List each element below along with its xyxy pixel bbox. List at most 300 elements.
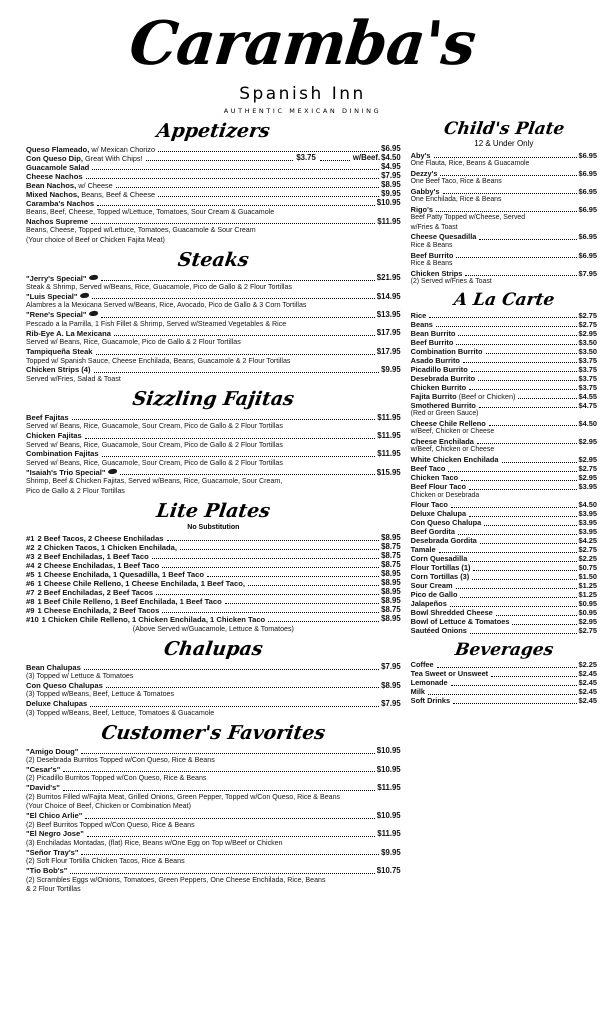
menu-item-number: #8 [26, 596, 35, 606]
menu-item-row [411, 510, 597, 519]
menu-item-row [411, 233, 597, 242]
menu-item-price: $6.95 [578, 150, 597, 160]
menu-item-row [26, 784, 401, 793]
menu-item-name-qualifier: w/ Cheese [76, 180, 113, 190]
menu-item-row [411, 383, 597, 392]
menu-item-name-text: Cheese Chile Relleno [410, 418, 486, 428]
menu-item-name-text: Jalapeños [410, 599, 447, 609]
menu-item-name [26, 330, 111, 339]
menu-item-price: $9.95 [381, 847, 401, 857]
menu-item-description: Pico de Gallo & 2 Flour Tortillas [26, 486, 125, 495]
menu-item-name [411, 188, 440, 196]
leader-dots [436, 205, 577, 212]
menu-item-price: $8.75 [381, 542, 401, 552]
leader-dots [470, 555, 576, 562]
leader-dots [473, 564, 576, 571]
menu-item-name-text: "El Chico Arlie" [26, 811, 83, 821]
menu-item-name-text: 1 Cheese Enchilada, 2 Beef Tacos [37, 605, 160, 615]
menu-item-description: (2) Scrambles Eggs w/Onions, Tomatoes, Green Peppers, One Cheese Enchilada, Rice, Beans [26, 875, 326, 884]
menu-item-row [411, 465, 597, 474]
restaurant-subtitle: Spanish Inn [239, 84, 366, 104]
leader-dots [496, 609, 577, 616]
leader-dots [461, 474, 576, 481]
menu-item-name-text: Corn Quesadilla [410, 554, 468, 564]
menu-item-row [26, 681, 401, 690]
menu-item-name [411, 170, 438, 178]
menu-item-name-text: 2 Beef Enchiladas, 1 Beef Taco [37, 551, 149, 561]
leader-dots [101, 274, 375, 281]
menu-item-name-text: Desebrada Gordita [410, 536, 477, 546]
menu-item-row [411, 555, 597, 564]
menu-item-name-text: Chicken Taco [410, 473, 459, 483]
menu-item-name [26, 200, 94, 209]
menu-item-number: #10 [26, 614, 39, 624]
menu-item-price: $8.95 [381, 614, 401, 624]
menu-item-row [411, 528, 597, 537]
menu-item-price: $2.95 [578, 473, 597, 483]
menu-item-description: Served w/Fries, Salad & Toast [26, 374, 121, 383]
menu-item-name-text: Tea Sweet or Unsweet [410, 669, 489, 679]
menu-item-name-text: Flour Tortillas (1) [410, 563, 471, 573]
leader-dots [320, 154, 350, 161]
leader-dots [102, 450, 376, 457]
menu-item-description: (Your choice of Beef or Chicken Fajita Meat) [26, 235, 165, 244]
menu-item-price: $9.95 [381, 189, 401, 199]
menu-item-row [411, 573, 597, 582]
leader-dots [91, 217, 375, 224]
menu-item-price: $8.95 [381, 533, 401, 543]
leader-dots [439, 546, 577, 553]
leader-dots [451, 679, 577, 686]
menu-item-description: Served w/ Beans, Rice, Guacamole, Sour Cream, Pico de Gallo & 2 Flour Tortillas [26, 440, 283, 449]
leader-dots [512, 618, 576, 625]
menu-item-price: $3.75 [578, 355, 597, 365]
menu-item-row [26, 468, 401, 477]
menu-item-description: Pescado a la Parrilla, 1 Fish Fillet & Shrimp, Served w/Steamed Vegetables & Rice [26, 319, 287, 328]
menu-item-row [26, 329, 401, 338]
menu-item-name [26, 748, 78, 757]
menu-item-description: w/Beef, Chicken or Cheese [410, 446, 495, 454]
menu-item-description: (2) Soft Flour Tortilla Chicken Tacos, Rice & Beans [26, 857, 185, 866]
leader-dots [106, 681, 379, 688]
menu-item-name [26, 849, 78, 858]
leader-dots [428, 688, 576, 695]
menu-item-name-qualifier: (Beef or Chicken) [456, 391, 516, 401]
leader-dots [268, 615, 379, 622]
leader-dots [440, 169, 576, 176]
menu-item-price: $3.75 [578, 373, 597, 383]
leader-dots [84, 663, 379, 670]
menu-item-price: $10.95 [376, 746, 401, 756]
menu-item-name-text: "Jerry's Special" [26, 273, 87, 283]
menu-item-name-text: "Rene's Special" [26, 310, 87, 320]
menu-item-description: (3) Topped w/Beans, Beef, Lettuce, Tomatoes & Guacamole [26, 708, 215, 717]
menu-item-price: $3.75 [578, 382, 597, 392]
leader-dots [465, 269, 576, 276]
menu-item-name [411, 438, 474, 446]
section-heading-sizzling-fajitas: Sizzling Fajitas [131, 388, 296, 411]
menu-item-name-text: "Tio Bob's" [26, 866, 68, 876]
leader-dots [85, 812, 375, 819]
menu-item-row [411, 474, 597, 483]
menu-item-row [411, 311, 597, 320]
menu-item-price: $8.95 [381, 578, 401, 588]
menu-item-name-text: Cheese Enchilada [410, 437, 474, 447]
restaurant-name: Caramba's [126, 9, 479, 79]
menu-item-description: Steak & Shrimp, Served w/Beans, Rice, Guacamole, Pico de Gallo & 2 Flour Tortillas [26, 283, 293, 292]
menu-item-price: $7.95 [578, 268, 597, 278]
menu-item-price: $2.25 [578, 554, 597, 564]
menu-item-price: $0.75 [578, 563, 597, 573]
menu-item-row [26, 867, 401, 876]
section-heading-appetizers: Appetizers [155, 120, 272, 142]
menu-item-price: $2.45 [578, 687, 597, 697]
menu-item-row [411, 519, 597, 528]
menu-item-name-text: Bean Nachos, [26, 180, 77, 190]
menu-item-name-qualifier: Great With Chips! [82, 153, 143, 163]
menu-item-price: $8.75 [381, 551, 401, 561]
leader-dots [90, 700, 379, 707]
menu-item-row [26, 615, 401, 624]
menu-item-secondary-price: $3.75 [296, 153, 316, 163]
menu-item-price: $10.95 [376, 810, 401, 820]
menu-column-right [401, 115, 597, 894]
menu-item-name-text: Deluxe Chalupas [26, 699, 88, 709]
menu-item-name-text: Dezzy's [410, 168, 438, 178]
menu-item-row [26, 217, 401, 226]
menu-item-description: One Enchilada, Rice & Beans [410, 196, 502, 204]
leader-dots [469, 483, 577, 490]
menu-item-row [26, 348, 401, 357]
menu-item-price: $8.75 [381, 560, 401, 570]
menu-item-price: $2.75 [578, 545, 597, 555]
leader-dots [479, 401, 577, 408]
menu-item-price: $2.25 [578, 660, 597, 670]
menu-item-name-text: Guacamole Salad [26, 162, 90, 172]
menu-item-name-text: Beef Burrito [410, 337, 454, 347]
menu-item-row [26, 700, 401, 709]
leader-dots [63, 784, 375, 791]
leader-dots [81, 848, 379, 855]
leader-dots [470, 627, 577, 634]
menu-item-row [411, 591, 597, 600]
menu-item-row [26, 292, 401, 301]
menu-item-name [26, 812, 82, 821]
menu-item-price: $17.95 [376, 346, 401, 356]
menu-item-name-text: Beans [410, 319, 433, 329]
menu-item-number: #7 [26, 587, 35, 597]
menu-item-row [411, 347, 597, 356]
menu-item-row [411, 670, 597, 679]
menu-item-name-text: Con Queso Chalupas [26, 680, 103, 690]
menu-item-name-text: Tampiqueña Steak [26, 347, 93, 357]
leader-dots [114, 329, 375, 336]
section-heading-child-s-plate: Child's Plate [442, 119, 566, 139]
menu-item-name-text: "David's" [26, 783, 60, 793]
menu-item-price: $7.95 [381, 171, 401, 181]
menu-item-name [411, 206, 433, 214]
menu-item-row [411, 501, 597, 510]
menu-item-name [26, 700, 87, 709]
menu-item-name-text: Smothered Burrito [410, 400, 476, 410]
section-subtitle-lite-plates: No Substitution [187, 524, 240, 532]
menu-item-name-text: "Luis Special" [26, 291, 78, 301]
menu-item-description: (2) Served w/Fries & Toast [410, 277, 492, 285]
leader-dots [437, 661, 577, 668]
menu-item-name-text: Bean Chalupas [26, 662, 81, 672]
leader-dots [87, 830, 375, 837]
menu-item-name [411, 270, 463, 278]
menu-item-name-text: 1 Cheese Chile Relleno, 1 Cheese Enchilada, 1 Beef Taco, [37, 578, 245, 588]
menu-item-name [26, 830, 84, 839]
menu-item-price: $8.95 [381, 180, 401, 190]
menu-item-row [411, 618, 597, 627]
menu-item-name-text: 1 Beef Chile Relleno, 1 Beef Enchilada, 1 Beef Taco [37, 596, 222, 606]
menu-item-row [411, 356, 597, 365]
leader-dots [463, 356, 577, 363]
menu-item-name-qualifier: w/ Mexican Chorizo [89, 144, 156, 154]
menu-item-price: $6.95 [578, 232, 597, 242]
menu-item-price: $6.95 [578, 168, 597, 178]
menu-item-row [26, 812, 401, 821]
menu-item-price: $8.95 [381, 680, 401, 690]
menu-item-description: Rice & Beans [410, 241, 453, 249]
section-heading-steaks: Steaks [176, 249, 251, 272]
menu-item-name [411, 152, 431, 160]
menu-item-price: $2.95 [578, 328, 597, 338]
menu-item-name [411, 233, 477, 241]
menu-item-name [411, 252, 454, 260]
menu-item-row [26, 747, 401, 756]
menu-item-row [411, 564, 597, 573]
leader-dots [158, 190, 379, 197]
menu-item-name [411, 483, 466, 491]
leader-dots [86, 172, 380, 179]
menu-item-name-text: White Chicken Enchilada [410, 455, 499, 465]
menu-item-price: $21.95 [376, 273, 401, 283]
menu-item-description: (2) Beef Burritos Topped w/Con Queso, Rice & Beans [26, 820, 195, 829]
leader-dots [162, 606, 379, 613]
menu-item-row [26, 765, 401, 774]
menu-item-name [26, 784, 60, 793]
menu-item-price: $4.25 [578, 536, 597, 546]
menu-item-name-text: Chicken Strips (4) [26, 365, 91, 375]
leader-dots [486, 347, 577, 354]
menu-item-row [411, 320, 597, 329]
section-heading-chalupas: Chalupas [162, 638, 265, 661]
menu-item-number: #3 [26, 551, 35, 561]
menu-item-name-text: Cheese Nachos [26, 171, 83, 181]
menu-item-name-text: Rib-Eye A. La Mexicana [26, 328, 111, 338]
menu-item-number: #9 [26, 605, 35, 615]
leader-dots [70, 867, 374, 874]
menu-item-name [26, 311, 98, 320]
menu-item-description: Rice & Beans [410, 259, 453, 267]
menu-item-price: $15.95 [376, 467, 401, 477]
menu-item-name-text: Caramba's Nachos [26, 198, 95, 208]
menu-item-name-text: Beef Taco [410, 464, 446, 474]
menu-item-price: $4.50 [578, 418, 597, 428]
menu-item-description: (3) Enchiladas Montadas, (flat) Rice, Beans w/One Egg on Top w/Beef or Chicken [26, 838, 283, 847]
leader-dots [94, 366, 380, 373]
menu-item-price: $8.95 [381, 569, 401, 579]
menu-item-price: $8.75 [381, 605, 401, 615]
menu-item-row [411, 483, 597, 492]
menu-item-name [26, 218, 88, 227]
menu-item-name-text: Sour Cream [410, 581, 453, 591]
leader-dots [146, 154, 294, 161]
menu-item-price: $8.95 [381, 596, 401, 606]
menu-item-name-text: Beef Gordita [410, 527, 456, 537]
menu-item-price: $4.55 [578, 391, 597, 401]
menu-item-name-text: 1 Chicken Chile Relleno, 1 Chicken Enchilada, 1 Chicken Taco [41, 614, 266, 624]
leader-dots [472, 573, 576, 580]
menu-item-name-text: 1 Cheese Enchilada, 1 Quesadilla, 1 Beef Taco [37, 569, 205, 579]
menu-item-description: & 2 Flour Tortillas [26, 884, 81, 893]
menu-item-name [26, 348, 93, 357]
menu-item-name [411, 627, 467, 635]
menu-item-price: $11.95 [377, 829, 401, 839]
menu-item-name-text: Con Queso Chalupa [410, 518, 482, 528]
menu-item-name-qualifier: Beans, Beef & Cheese [79, 189, 156, 199]
leader-dots [489, 419, 577, 426]
menu-item-name-text: Chicken Strips [410, 268, 463, 278]
menu-item-name-text: Bowl Shredded Cheese [410, 608, 493, 618]
leader-dots [162, 561, 379, 568]
menu-item-name-text: Beef Burrito [410, 250, 454, 260]
menu-item-name-text: Aby's [410, 150, 431, 160]
menu-item-row [26, 663, 401, 672]
menu-item-price: $2.45 [578, 696, 597, 706]
menu-item-description: w/Fries & Toast [410, 223, 458, 231]
menu-item-price: $2.45 [578, 678, 597, 688]
menu-item-number: #1 [26, 533, 35, 543]
menu-item-row [411, 697, 597, 706]
menu-item-row [411, 392, 597, 401]
menu-item-row [411, 679, 597, 688]
leader-dots [85, 432, 376, 439]
leader-dots [81, 747, 374, 754]
leader-dots [429, 311, 576, 318]
leader-dots [469, 510, 576, 517]
menu-item-name [26, 293, 89, 302]
menu-item-row [26, 311, 401, 320]
chili-pepper-icon [107, 468, 116, 474]
menu-item-price: $2.75 [578, 319, 597, 329]
menu-item-name-text: Bean Burrito [410, 328, 456, 338]
leader-dots [120, 468, 375, 475]
menu-item-description: Chicken or Desebrada [410, 491, 480, 499]
menu-item-row [26, 830, 401, 839]
chili-pepper-icon [79, 292, 88, 298]
leader-dots [448, 465, 576, 472]
menu-item-name-text: Tamale [410, 545, 436, 555]
menu-item-number: #5 [26, 569, 35, 579]
menu-item-price: $3.50 [578, 346, 597, 356]
menu-item-row [411, 582, 597, 591]
leader-dots [469, 383, 576, 390]
menu-item-name [26, 682, 103, 691]
menu-item-name [411, 697, 450, 705]
menu-item-description: Served w/ Beans, Rice, Guacamole, Pico de Gallo & 2 Flour Tortillas [26, 338, 241, 347]
leader-dots [97, 199, 375, 206]
menu-item-description: w/Beef, Chicken or Cheese [410, 428, 495, 436]
menu-item-name [411, 420, 486, 428]
leader-dots [167, 534, 380, 541]
menu-item-price: $7.95 [381, 662, 401, 672]
leader-dots [456, 582, 577, 589]
section-heading-beverages: Beverages [453, 639, 555, 660]
leader-dots [152, 552, 379, 559]
menu-sheet [0, 115, 605, 894]
menu-item-name-text: Beef Fajitas [26, 412, 69, 422]
menu-item-price: $3.95 [578, 509, 597, 519]
menu-item-price: $0.95 [578, 599, 597, 609]
menu-item-number: #2 [26, 542, 35, 552]
menu-item-row [26, 450, 401, 459]
menu-item-name-text: "Amigo Doug" [26, 746, 79, 756]
menu-item-row [411, 627, 597, 636]
menu-item-name-text: "Cesar's" [26, 764, 61, 774]
leader-dots [458, 329, 576, 336]
menu-item-name [26, 450, 99, 459]
menu-item-price: $11.95 [377, 216, 401, 226]
menu-item-row [411, 151, 597, 160]
leader-dots [453, 697, 576, 704]
leader-dots [491, 670, 576, 677]
menu-item-price: $7.95 [381, 699, 401, 709]
menu-item-price: $11.95 [377, 449, 401, 459]
leader-dots [518, 392, 576, 399]
menu-item-name [26, 664, 81, 673]
menu-item-row [411, 329, 597, 338]
menu-item-name [26, 766, 60, 775]
menu-item-name-text: Pico de Gallo [410, 590, 458, 600]
leader-dots [456, 251, 576, 258]
menu-item-description: Beef Patty Topped w/Cheese, Served [410, 214, 526, 222]
menu-item-description: (2) Burritos Filled w/Fajita Meat, Grilled Onions, Green Pepper, Topped w/Con Queso, Rice & Beans [26, 792, 341, 801]
menu-item-row [411, 187, 597, 196]
menu-item-price: $2.75 [578, 310, 597, 320]
menu-item-row [411, 365, 597, 374]
menu-item-name-text: Sautéed Onions [410, 626, 467, 636]
section-subtitle-child-s-plate: 12 & Under Only [474, 139, 534, 148]
menu-item-description: Beans, Cheese, Topped w/Lettuce, Tomatoes, Guacamole & Sour Cream [26, 226, 256, 235]
leader-dots [101, 311, 375, 318]
menu-item-row [411, 374, 597, 383]
menu-item-name-text: Combination Burrito [410, 346, 483, 356]
menu-item-price: $11.95 [377, 430, 401, 440]
leader-dots [63, 765, 374, 772]
menu-item-name [42, 616, 266, 625]
menu-item-name-text: 2 Chicken Tacos, 1 Chicken Enchilada, [37, 542, 178, 552]
menu-item-row [26, 199, 401, 208]
menu-item-name-text: Coffee [410, 660, 434, 670]
leader-dots [471, 365, 577, 372]
menu-item-name-text: Fajita Burrito [410, 391, 457, 401]
menu-item-name-text: 2 Cheese Enchiladas, 1 Beef Taco [37, 560, 160, 570]
menu-masthead [0, 0, 605, 115]
menu-item-price: $2.95 [578, 617, 597, 627]
menu-item-row [411, 401, 597, 410]
menu-item-name-text: 2 Beef Enchiladas, 2 Beef Tacos [37, 587, 153, 597]
menu-item-price: $3.75 [578, 364, 597, 374]
menu-item-price: $17.95 [376, 328, 401, 338]
menu-item-price: $11.95 [377, 783, 401, 793]
menu-item-price: $6.95 [578, 187, 597, 196]
menu-item-name-text: Bowl of Lettuce & Tomatoes [410, 617, 510, 627]
menu-item-row [26, 413, 401, 422]
